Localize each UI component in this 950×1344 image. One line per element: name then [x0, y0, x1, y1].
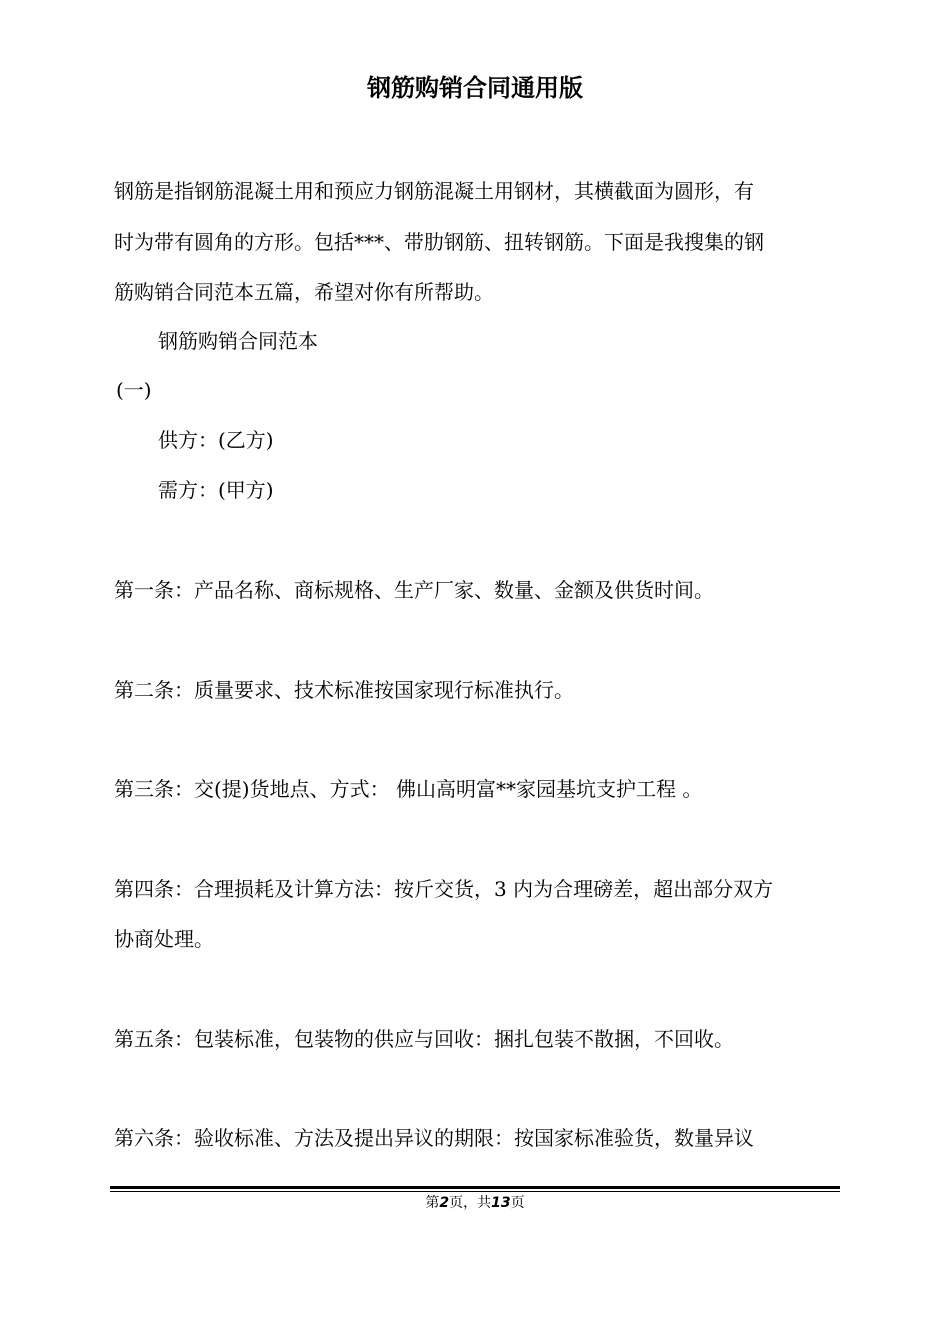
footer-suffix: 页 [510, 1195, 525, 1211]
clause-4-line-2: 协商处理。 [114, 927, 214, 951]
clause-3: 第三条：交(提)货地点、方式： 佛山高明富**家园基坑支护工程 。 [114, 777, 703, 801]
supplier-line: 供方：(乙方) [158, 428, 274, 452]
total-page-count: 13 [491, 1195, 511, 1211]
sample-number: (一) [116, 378, 152, 402]
clause-4-line-1: 第四条：合理损耗及计算方法：按斤交货，3 内为合理磅差，超出部分双方 [114, 877, 774, 901]
clause-5: 第五条：包装标准，包装物的供应与回收：捆扎包装不散捆，不回收。 [114, 1027, 734, 1051]
intro-line-1: 钢筋是指钢筋混凝土用和预应力钢筋混凝土用钢材，其横截面为圆形，有 [114, 179, 754, 203]
clause-6-line-1: 第六条：验收标准、方法及提出异议的期限：按国家标准验货，数量异议 [114, 1126, 754, 1150]
page-footer [0, 1192, 950, 1214]
current-page-number: 2 [439, 1195, 450, 1211]
sample-heading: 钢筋购销合同范本 [158, 329, 318, 353]
page-title: 钢筋购销合同通用版 [367, 74, 583, 102]
clause-1: 第一条：产品名称、商标规格、生产厂家、数量、金额及供货时间。 [114, 578, 714, 602]
footer-prefix: 第 [425, 1195, 440, 1211]
intro-line-3: 筋购销合同范本五篇，希望对你有所帮助。 [114, 280, 494, 304]
footer-rule [110, 1186, 840, 1189]
footer-middle: 页，共 [449, 1195, 492, 1211]
clause-2: 第二条：质量要求、技术标准按国家现行标准执行。 [114, 678, 574, 702]
intro-line-2: 时为带有圆角的方形。包括***、带肋钢筋、扭转钢筋。下面是我搜集的钢 [114, 230, 764, 254]
buyer-line: 需方：(甲方) [158, 478, 274, 502]
